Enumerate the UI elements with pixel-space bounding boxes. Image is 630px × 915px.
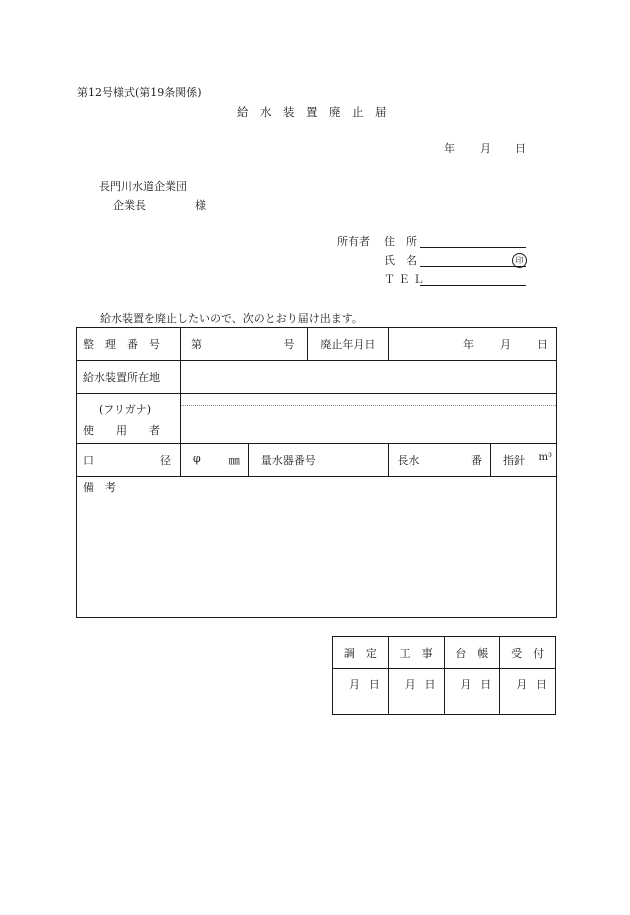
owner-address-label: 住 所 [384,235,417,248]
haishi-day-label: 日 [537,338,548,351]
dai-label: 第 [190,338,202,351]
owner-tel-field[interactable] [420,285,526,286]
office-month-label: 月 [460,678,472,691]
addressee-recipient: 企業長 [113,199,146,212]
seal-mark: 印 [512,253,527,268]
seiri-number-field[interactable] [180,328,307,361]
office-header-daicho: 台 帳 [444,637,500,669]
meter-number-label: 量水器番号 [248,444,389,477]
form-number: 第12号様式(第19条関係) [77,86,202,99]
office-day-label: 日 [424,678,436,691]
statement-text: 給水装置を廃止したいので、次のとおり届け出ます。 [100,312,363,325]
table-row-seiri [77,328,557,361]
date-year-label: 年 [444,142,455,155]
reading-label: 指針 [503,454,526,467]
table-row-remarks [77,477,557,618]
office-table [332,636,556,715]
date-month-label: 月 [480,142,491,155]
office-header-uketsuke: 受 付 [500,637,556,669]
furigana-divider [181,394,556,406]
owner-tel-label: Ｔ Ｅ Ｌ [384,273,424,286]
long-water-label: 長水 [397,454,420,467]
table-row-user [77,394,557,444]
user-label-cell [77,394,181,444]
table-row-location [77,361,557,394]
office-date-uketsuke[interactable] [500,669,556,715]
diameter-label: 口 径 [83,454,171,467]
meter-number-field[interactable] [389,444,491,477]
office-day-label: 日 [368,678,380,691]
haishi-date-field[interactable] [389,328,557,361]
office-day-label: 日 [480,678,492,691]
main-table [76,327,557,618]
owner-name-label: 氏 名 [384,254,417,267]
office-date-chotei[interactable] [333,669,389,715]
office-date-daicho[interactable] [444,669,500,715]
phi-label: φ [192,452,201,465]
page-title: 給 水 装 置 廃 止 届 [237,105,387,119]
addressee-honorific: 様 [195,199,206,212]
diameter-field[interactable] [180,444,248,477]
office-month-label: 月 [349,678,360,691]
cubic-m-label: m³ [538,452,552,463]
office-date-koji[interactable] [388,669,444,715]
haishi-month-label: 月 [500,338,511,351]
office-date-row [333,669,556,715]
furigana-label: (フリガナ) [99,403,152,416]
mm-label: ㎜ [228,454,240,467]
go-label: 号 [283,338,295,351]
date-day-label: 日 [515,142,526,155]
user-field[interactable] [180,394,556,444]
owner-address-field[interactable] [420,247,526,248]
location-field[interactable] [180,361,556,394]
seiri-label-cell [77,328,181,361]
seiri-label: 整 理 番 号 [83,338,160,351]
haishi-year-label: 年 [463,338,474,351]
office-header-chotei: 調 定 [333,637,389,669]
office-month-label: 月 [404,678,416,691]
office-month-label: 月 [516,678,528,691]
owner-label: 所有者 [337,235,370,248]
office-day-label: 日 [536,678,547,691]
office-header-koji: 工 事 [388,637,444,669]
diameter-label-cell [77,444,181,477]
location-label: 給水装置所在地 [77,361,181,394]
owner-name-field[interactable] [420,266,526,267]
addressee-organization: 長門川水道企業団 [99,180,187,193]
reading-field[interactable] [491,444,557,477]
user-label: 使 用 者 [83,424,160,437]
office-header-row [333,637,556,669]
remarks-label: 備 考 [83,481,116,494]
ban-label: 番 [471,454,483,467]
haishi-date-label: 廃止年月日 [307,328,389,361]
remarks-field[interactable] [77,477,557,618]
table-row-diameter [77,444,557,477]
